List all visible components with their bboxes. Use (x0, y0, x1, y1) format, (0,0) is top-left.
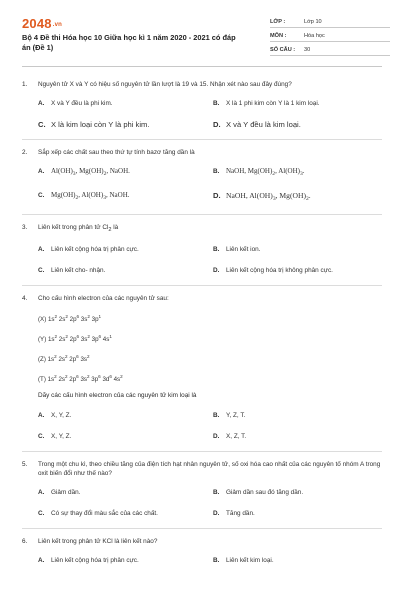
question-text: Liên kết trong phân tử KCl là liên kết nào? (38, 538, 158, 545)
question-4-followup: Dãy các cấu hình electron của các nguyên tử kim loại là (38, 392, 197, 399)
option: D. Liên kết cộng hóa trị không phân cực. (213, 267, 333, 274)
options-4 (38, 411, 382, 441)
meta-table (270, 14, 390, 56)
meta-row-subject: MÔN : Hóa học (270, 28, 390, 42)
option: A. X, Y, Z. (38, 412, 72, 419)
options-1 (38, 99, 382, 129)
divider (22, 451, 382, 452)
option: B. Liên kết ion. (213, 246, 261, 253)
electron-configs (38, 307, 382, 387)
option: A. X và Y đều là phi kim. (38, 100, 113, 107)
divider (22, 139, 382, 140)
question-text: Nguyên tử X và Y có hiệu số nguyên tử lần lượt là 19 và 15. Nhận xét nào sau đây đúng? (38, 81, 292, 88)
option: C. Liên kết cho- nhận. (38, 267, 106, 274)
options-3 (38, 245, 382, 275)
header-divider (22, 66, 382, 67)
question-text: Cho cấu hình electron của các nguyên tử sau: (38, 295, 169, 302)
config-line: (X) $1s^2$ $2s^2$ $2p^6$ $3s^2$ $3p^1$ (38, 314, 102, 323)
option: C. X, Y, Z. (38, 433, 72, 440)
option: B. Y, Z, T. (213, 412, 246, 419)
options-5 (38, 488, 382, 518)
site-logo[interactable]: 2048.vn (22, 16, 63, 31)
question-6: 6. Liên kết trong phân tử KCl là liên kết nào? (22, 537, 382, 546)
config-line: (T) $1s^2$ $2s^2$ $2p^6$ $3s^2$ $3p^6$ $3d^6$ $4s^2$ (38, 374, 123, 383)
question-text: Sắp xếp các chất sau theo thứ tự tính bazơ tăng dần là (38, 149, 195, 156)
option: A. Liên kết cộng hóa trị phân cực. (38, 557, 139, 564)
option: B. Liên kết kim loại. (213, 557, 274, 564)
divider (22, 214, 382, 215)
option: A. $Al(OH)_3$, $Mg(OH)_2$, NaOH. (38, 167, 130, 177)
option: C. X là kim loại còn Y là phi kim. (38, 120, 150, 129)
options-2 (38, 167, 382, 204)
option: B. X là 1 phi kim còn Y là 1 kim loại. (213, 100, 320, 107)
option: D. Tăng dần. (213, 510, 255, 517)
option: D. X, Z, T. (213, 433, 247, 440)
question-2: 2. Sắp xếp các chất sau theo thứ tự tính bazơ tăng dần là (22, 148, 382, 157)
option: C. $Mg(OH)_2$, $Al(OH)_3$, NaOH. (38, 191, 130, 201)
divider (22, 528, 382, 529)
divider (22, 285, 382, 286)
question-list (22, 74, 382, 565)
question-5: 5. Trong một chu kì, theo chiều tăng của điện tích hạt nhân nguyên tử, số oxi hóa cao nhất của các nguyên tố nhóm A trong oxit biến đổi như thế nào? (22, 461, 381, 477)
option: B. Giảm dần sau đó tăng dần. (213, 489, 304, 496)
option: D. NaOH, $Al(OH)_3$, $Mg(OH)_2$. (213, 191, 311, 202)
question-4: 4. Cho cấu hình electron của các nguyên tử sau: (22, 294, 382, 303)
document-title: Bộ 4 Đề thi Hóa học 10 Giữa học kì 1 năm 2020 - 2021 có đáp án (Đề 1) (22, 33, 236, 52)
question-text: Trong một chu kì, theo chiều tăng của điện tích hạt nhân nguyên tử, số oxi hóa cao nhất của các nguyên tố nhóm A trong oxit biến đổi như thế nào? (38, 461, 381, 477)
meta-row-count: SỐ CÂU : 30 (270, 42, 390, 56)
options-6 (38, 556, 382, 565)
option: D. X và Y đều là kim loại. (213, 120, 301, 129)
config-line: (Y) $1s^2$ $2s^2$ $2p^6$ $3s^2$ $3p^6$ $4s^1$ (38, 334, 112, 343)
option: A. Liên kết cộng hóa trị phân cực. (38, 246, 139, 253)
option: B. NaOH, $Mg(OH)_2$, $Al(OH)_3$. (213, 167, 305, 177)
question-text: Liên kết trong phân tử Cl2 là (38, 224, 119, 233)
option: C. Có sự thay đổi màu sắc của các chất. (38, 510, 158, 517)
question-1: 1. Nguyên tử X và Y có hiệu số nguyên tử lần lượt là 19 và 15. Nhận xét nào sau đây đúng? (22, 80, 382, 89)
config-line: (Z) $1s^2$ $2s^2$ $2p^6$ $3s^2$ (38, 354, 90, 363)
header (22, 0, 382, 62)
option: A. Giảm dần. (38, 489, 81, 496)
meta-row-class: LỚP : Lớp 10 (270, 14, 390, 28)
question-3: 3. Liên kết trong phân tử Cl2 là (22, 223, 382, 235)
